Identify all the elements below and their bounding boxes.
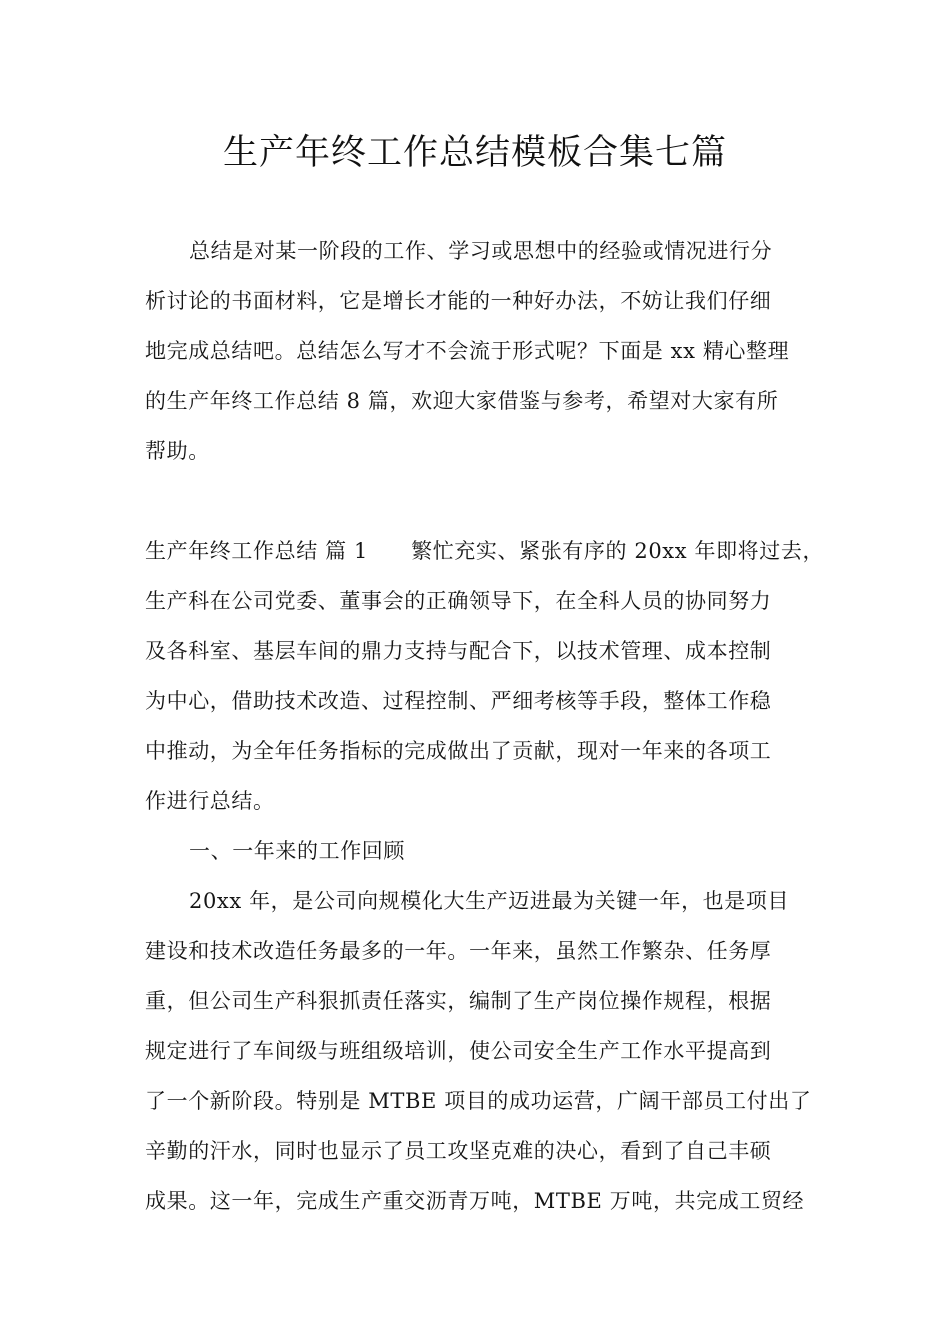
paragraph-line: 帮助。 <box>145 439 210 463</box>
paragraph-line: 辛勤的汗水，同时也显示了员工攻坚克难的决心，看到了自己丰硕 <box>145 1139 772 1163</box>
paragraph-line: 及各科室、基层车间的鼎力支持与配合下，以技术管理、成本控制 <box>145 639 772 663</box>
paragraph-line: 为中心，借助技术改造、过程控制、严细考核等手段，整体工作稳 <box>145 689 772 713</box>
paragraph-line: 地完成总结吧。总结怎么写才不会流于形式呢？下面是 xx 精心整理 <box>145 339 790 363</box>
paragraph-line: 了一个新阶段。特别是 MTBE 项目的成功运营，广阔干部员工付出了 <box>145 1089 812 1113</box>
document-title: 生产年终工作总结模板合集七篇 <box>222 133 727 173</box>
paragraph-line: 的生产年终工作总结 8 篇，欢迎大家借鉴与参考，希望对大家有所 <box>145 389 779 413</box>
paragraph-line: 总结是对某一阶段的工作、学习或思想中的经验或情况进行分 <box>189 239 773 263</box>
paragraph-line: 成果。这一年，完成生产重交沥青万吨，MTBE 万吨，共完成工贸经 <box>145 1189 805 1213</box>
paragraph-line: 建设和技术改造任务最多的一年。一年来，虽然工作繁杂、任务厚 <box>145 939 772 963</box>
paragraph-line: 析讨论的书面材料，它是增长才能的一种好办法，不妨让我们仔细 <box>145 289 772 313</box>
paragraph-line: 中推动，为全年任务指标的完成做出了贡献，现对一年来的各项工 <box>145 739 772 763</box>
paragraph-line: 生产科在公司党委、董事会的正确领导下，在全科人员的协同努力 <box>145 589 772 613</box>
paragraph-line: 规定进行了车间级与班组级培训，使公司安全生产工作水平提高到 <box>145 1039 772 1063</box>
subheading-line: 一、一年来的工作回顾 <box>189 839 405 863</box>
paragraph-line: 重，但公司生产科狠抓责任落实，编制了生产岗位操作规程，根据 <box>145 989 772 1013</box>
paragraph-line: 作进行总结。 <box>145 789 275 813</box>
section-heading-line: 生产年终工作总结 篇 1 繁忙充实、紧张有序的 20xx 年即将过去， <box>145 539 825 563</box>
paragraph-line: 20xx 年，是公司向规模化大生产迈进最为关键一年，也是项目 <box>189 889 790 913</box>
